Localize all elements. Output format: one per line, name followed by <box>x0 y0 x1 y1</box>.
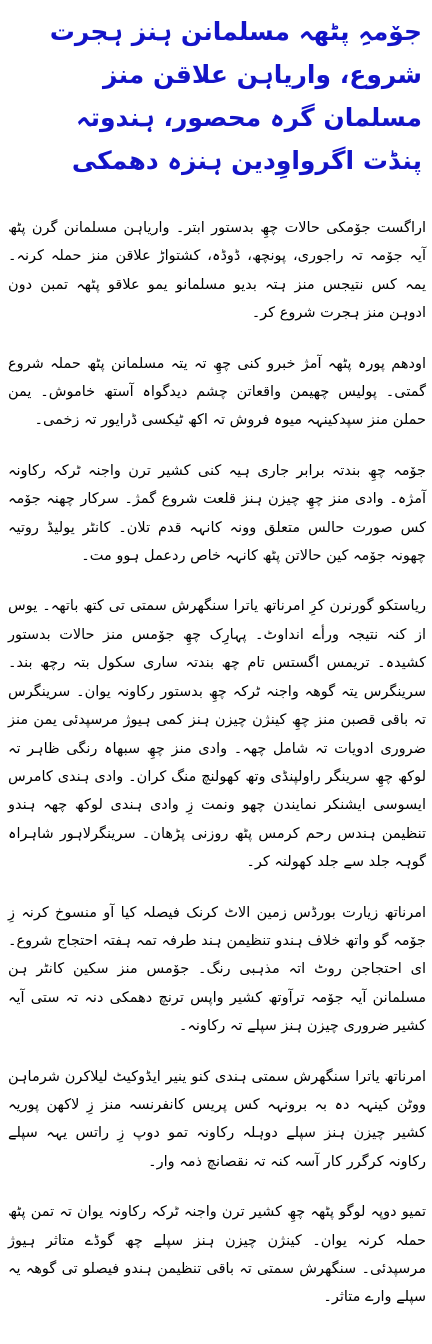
article-body <box>0 186 432 1312</box>
paragraph: اراگست جۆمکی حالات چھِ بدستور ابتر۔ واریاہن مسلمانن گرن پٹھ آیہ جۆمہ تہ راجوری، پونچھ، ڈوڈہ، کشتواڑ علاقن منز حملہ کرنہ۔ یمہ کس نتیجس منز ہتہ بدیو مسلمانو یمو علاقو پٹھہ تمبن دون ادوہن منز ہجرت شروع کر۔ <box>8 220 426 322</box>
headline: جۆمہِ پٹھہ مسلمانن ہنز ہجرت شروع، واریاہن علاقن منز مسلمان گرہ محصور، ہندوتہ پنڈت اگرواوِدین ہنزہ دھمکی <box>49 17 422 175</box>
paragraph: تمیو دوپہ لوگو پٹھہ چھِ کشیر ترن واجنہ ٹرکہ رکاونہ یوان تہ تمن پٹھ حملہ کرنہ یوان۔ کینژن چیزن ہنز سپلے چھ گوڈے متاثر ہیوژ مرسپدئی۔ سنگھرش سمتی تہ باقی تنظیمن ہندو فیصلو تی گوھہ یہ سپلے وارے متاثر۔ <box>8 1204 426 1306</box>
paragraph: ریاستکو گورنرن کرِ امرناتھ یاترا سنگھرش سمتی تی کتھ باتھہ۔ یوس از کنہ نتیجہ ورأے انداوٹ۔ پہارِک چھِ جۆمس منز حالات بدستور کشیدہ۔ تریمس اگستس تام چھ بندتہ ساری سکول بتہ رچھ بند۔ سرینگرس یتہ گوھہ واجنہ ٹرکہ چھِ بدستور رکاونہ یوان۔ سرینگرس تہ باقی قصبن منز چھِ کینژن چیزن ہنز کمی ہیوژ مرسپدئی یمن منز ضروری ادویات تہ شامل چھہ۔ وادی منز چھِ سبھاہ رنگی ظاہر تہ لوکھ چھِ سرینگر راولپنڈی وتھ کھولنچ منگ کران۔ وادی ہندی کامرس ایسوسی ایشنکر نمایندن چھو ونمت زِ وادی ہندی لوکھ چھہ ہندو تنظیمن ہندس رحم کرمس پٹھ روزنی پڑھان۔ سرینگرلاہور شاہراہ گوہہ جلد سے جلد کھولنہ کر۔ <box>8 598 426 871</box>
paragraph: اودھم پورہ پٹھہ آمژ خبرو کنی چھِ تہ یتہ مسلمانن پٹھ حملہ شروع گمتی۔ پولیس چھیمن واقعاتن چشم دیدگواہ آستھ خاموش۔ یمن حملن منز سپدکینہہ میوہ فروش تہ اکھ ٹیکسی ڈرایور تہ زخمی۔ <box>8 355 426 429</box>
paragraph: امرناتھ یاترا سنگھرش سمتی ہندی کنو ینیر ایڈوکیٹ لیلاکرن شرماہن ووٹن کینہہ دہ بہ برونہہ کس پریس کانفرنسہ منز زِ لاکھن پوریہ کشیر چیزن ہنز سپلے دوہلہ رکاونہ تمو دوپ زِ راتس یہہ سپلے رکاونہ کرگرر کار آسہ کنہ تہ نقصانچ ذمہ وار۔ <box>8 1068 426 1170</box>
paragraph: جۆمہ چھِ بندتہ برابر جاری ہیہ کنی کشیر ترن واجنہ ٹرکہ رکاونہ آمژہ۔ وادی منز چھِ چیزن ہنز قلعت شروع گمژ۔ سرکار چھنہ جۆمہ کس صورت حالس متعلق وونہ کانہہ قدم تلان۔ کانٹر یولیڈ روتیہ چھونہ جۆمہ کین حالاتن پٹھ کانہہ خاص ردعمل ہوو مت۔ <box>8 462 426 565</box>
paragraph: امرناتھ زیارت بورڈس زمین الاٹ کرنک فیصلہ کیا آو منسوخ کرنہ زِ جۆمہ گو واتھ خلاف ہندو تنظیمن ہند طرفہ تمہ ہفتہ احتجاج شروع۔ ای احتجاجن روٹ اتہ مذہبی رنگ۔ جۆمس منز سکین کانٹر ہن مسلمانن آیہ جۆمہ ترآوتھ کشیر واپس ترنچ دھمکی دنہ تہ ستی آیہ کشیر ضروری چیزن ہنز سپلے تہ رکاونہ۔ <box>8 904 426 1035</box>
